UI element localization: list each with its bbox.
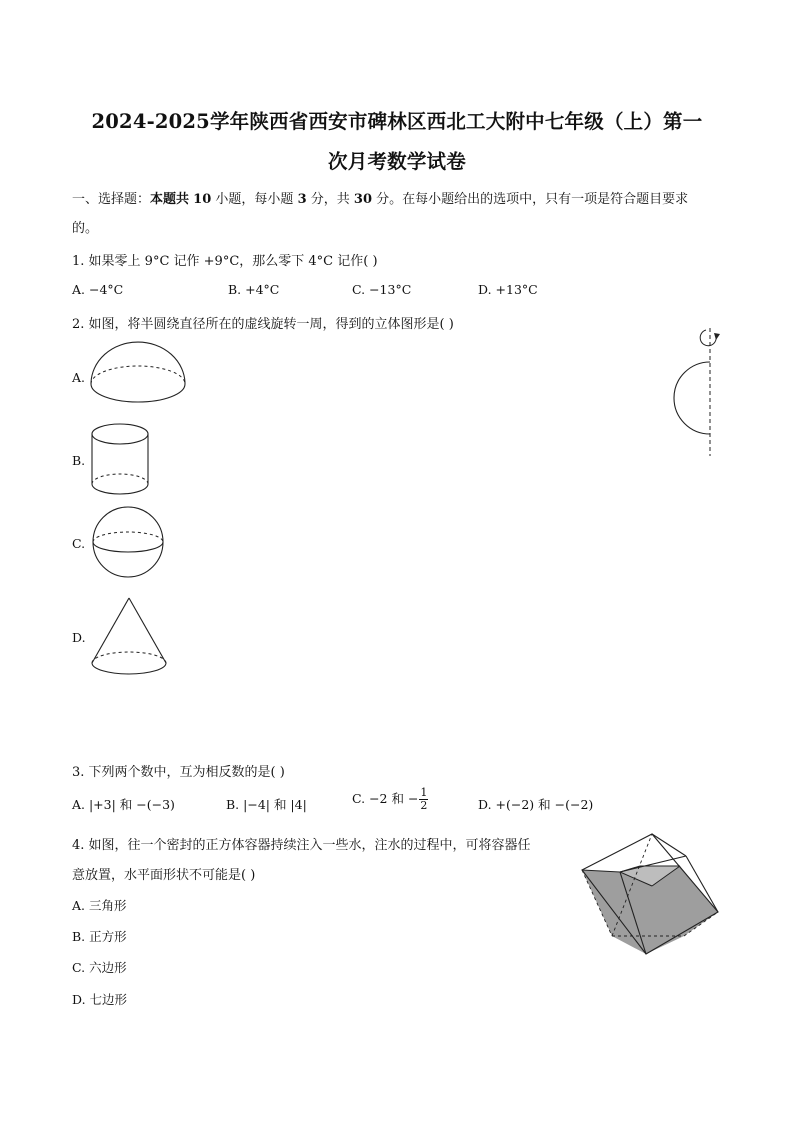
sphere-icon [90, 504, 166, 584]
q3-option-c [352, 787, 428, 812]
page-title-line1: 2024-2025学年陕西省西安市碑林区西北工大附中七年级（上）第一 [91, 110, 703, 133]
q2-option-b-label: B. [72, 453, 86, 468]
fraction-numerator: 1 [420, 786, 428, 799]
section-points-each: 3 [297, 192, 307, 207]
section-text-3: 分。在每小题给出的选项中，只有一项是符合题目要求 [376, 192, 689, 207]
rotation-arrow-icon [700, 330, 716, 346]
q2-option-a-label: A. [72, 370, 86, 385]
section-header-continuation: 的。 [72, 221, 99, 236]
q1-option-b: B. +4°C [228, 282, 280, 297]
q2-option-c-label: C. [72, 536, 86, 551]
q4-stem-line1: 4. 如图，往一个密封的正方体容器持续注入一些水，注水的过程中，可将容器任 [72, 838, 531, 853]
q4-option-d: D. 七边形 [72, 992, 128, 1007]
section-question-count: 10 [193, 192, 212, 207]
q1-option-a: A. −4°C [72, 282, 124, 297]
q2-semicircle-figure [668, 320, 728, 460]
page-title-line2: 次月考数学试卷 [328, 150, 466, 173]
section-text-1: 小题，每小题 [215, 192, 294, 207]
cylinder-icon [88, 420, 152, 500]
tilted-cube-water-figure [576, 828, 726, 958]
q3-option-b: B. |−4| 和 |4| [226, 797, 307, 812]
q4-option-b: B. 正方形 [72, 929, 127, 944]
hemisphere-icon [88, 340, 188, 410]
fraction-denominator: 2 [420, 799, 428, 812]
q4-option-a: A. 三角形 [72, 898, 127, 913]
arrowhead-icon [714, 333, 720, 340]
cone-icon [88, 595, 170, 685]
semicircle [674, 362, 710, 434]
q3-option-d: D. +(−2) 和 −(−2) [478, 797, 594, 812]
section-prefix: 一、选择题： [72, 192, 151, 207]
q3-option-a: A. |+3| 和 −(−3) [72, 797, 175, 812]
q1-stem: 1. 如果零上 9°C 记作 +9°C，那么零下 4°C 记作( ) [72, 254, 378, 269]
q4-option-c: C. 六边形 [72, 960, 127, 975]
section-total-points: 30 [353, 192, 372, 207]
section-text-2: 分，共 [310, 192, 350, 207]
q1-option-c: C. −13°C [352, 282, 412, 297]
q2-stem: 2. 如图，将半圆绕直径所在的虚线旋转一周，得到的立体图形是( ) [72, 317, 454, 332]
q1-option-d: D. +13°C [478, 282, 538, 297]
q3-stem: 3. 下列两个数中，互为相反数的是( ) [72, 765, 285, 780]
q4-stem-line2: 意放置，水平面形状不可能是( ) [72, 868, 256, 883]
q2-option-d-label: D. [72, 630, 86, 645]
fraction [419, 787, 428, 812]
section-header [72, 188, 688, 207]
section-text-bold: 本题共 [150, 192, 190, 207]
q3-option-c-prefix: C. −2 和 − [352, 791, 419, 806]
